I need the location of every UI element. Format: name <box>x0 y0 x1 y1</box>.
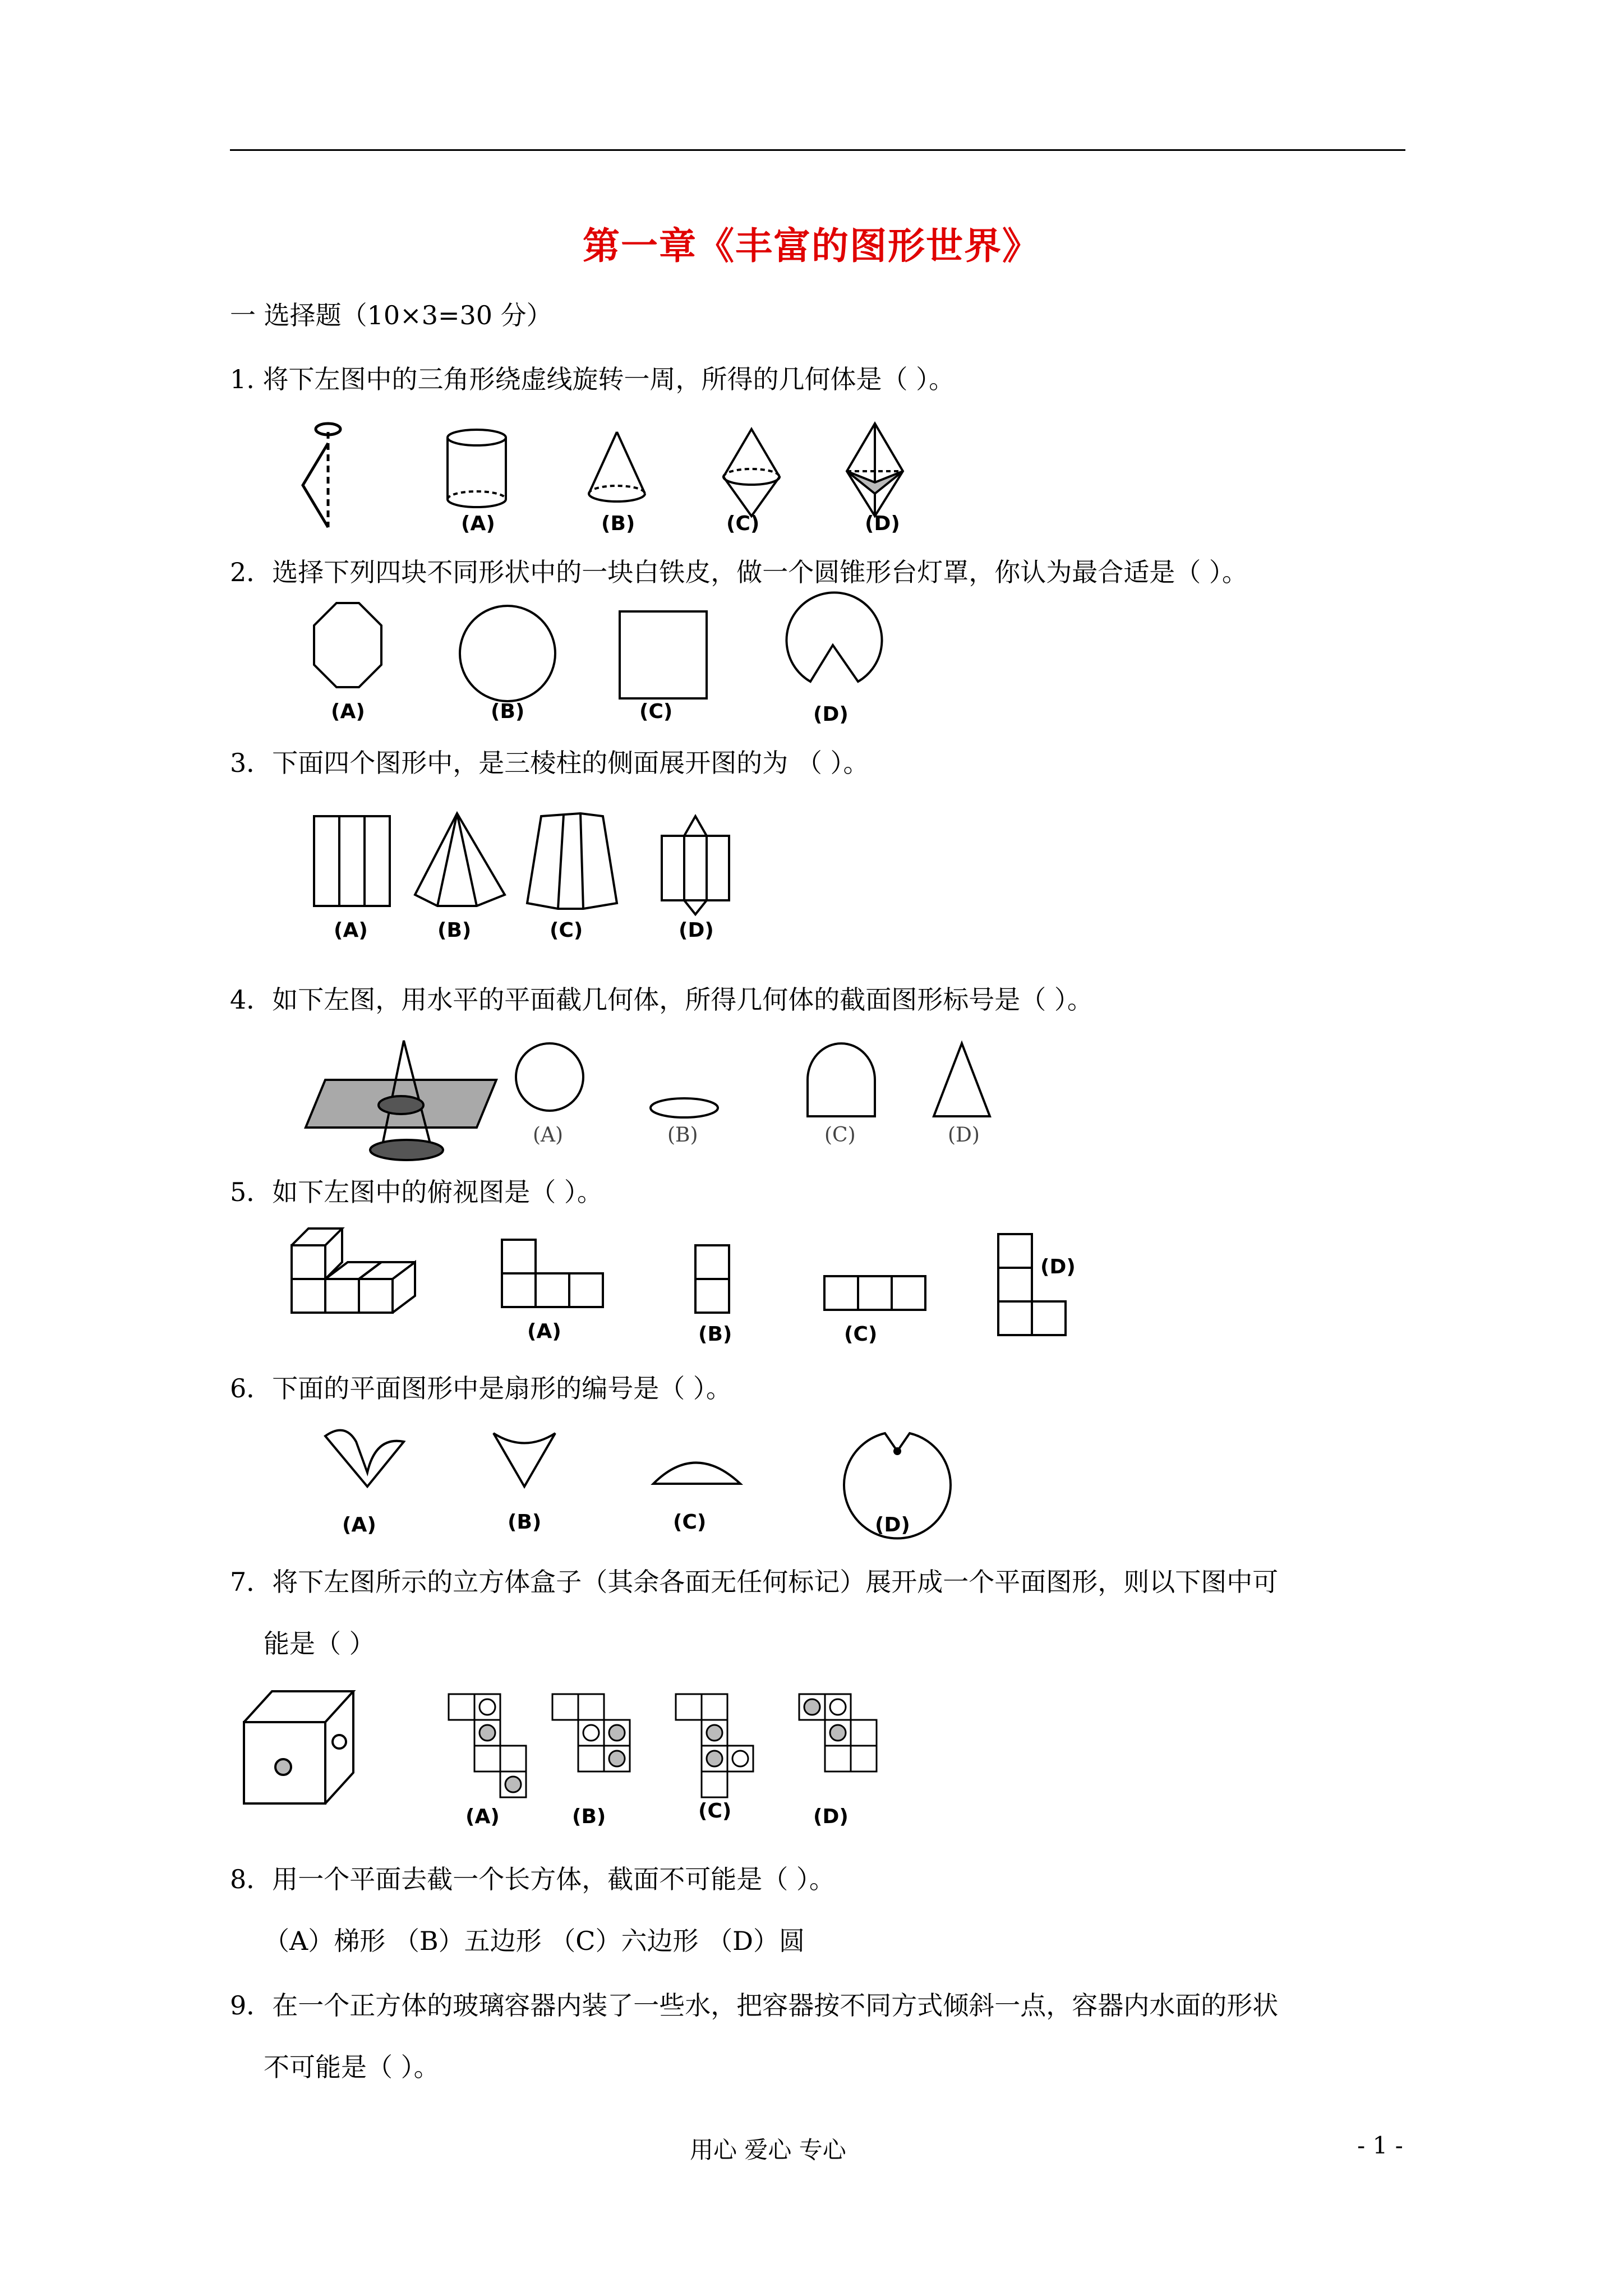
question-6: 6．下面的平面图形中是扇形的编号是（ ）。 <box>230 1373 732 1404</box>
q6-figures <box>314 1419 987 1548</box>
q1-label-c: (C) <box>726 512 760 535</box>
q7-label-a: (A) <box>465 1805 500 1828</box>
q3-label-d: (D) <box>679 919 714 942</box>
q5-option-d-view <box>998 1234 1066 1335</box>
question-3: 3．下面四个图形中，是三棱柱的侧面展开图的为 （ ）。 <box>230 748 869 778</box>
q3-label-b: (B) <box>437 919 472 942</box>
q5-option-c-view <box>824 1276 925 1310</box>
q7-option-d-net <box>799 1694 877 1772</box>
q3-label-a: (A) <box>334 919 368 942</box>
q2-label-b: (B) <box>491 700 525 723</box>
page-title: 第一章《丰富的图形世界》 <box>583 224 1040 268</box>
q5-option-a-view <box>502 1240 603 1307</box>
q2-label-c: (C) <box>639 700 673 723</box>
q6-option-c-segment <box>653 1463 740 1484</box>
q2-option-d-sector <box>787 592 882 682</box>
question-9-line-1: 9．在一个正方体的玻璃容器内装了一些水，把容器按不同方式倾斜一点，容器内水面的形状 <box>230 1990 1279 2021</box>
q4-label-d: (D) <box>948 1124 980 1147</box>
q1-label-a: (A) <box>461 512 495 535</box>
q7-label-c: (C) <box>698 1800 732 1823</box>
q5-label-a: (A) <box>527 1320 561 1343</box>
header-rule <box>230 149 1405 151</box>
q2-figures <box>303 603 920 732</box>
q7-figures <box>241 1688 914 1834</box>
q5-figures <box>286 1228 1127 1358</box>
q1-label-b: (B) <box>601 512 635 535</box>
footer-motto: 用心 爱心 专心 <box>690 2136 846 2164</box>
q1-figures <box>280 415 953 544</box>
question-8: 8．用一个平面去截一个长方体，截面不可能是（ ）。 <box>230 1864 835 1894</box>
page-number: - 1 - <box>1357 2132 1403 2159</box>
q3-label-c: (C) <box>550 919 583 942</box>
question-8-options: （A）梯形 （B）五边形 （C）六边形 （D）圆 <box>264 1926 805 1956</box>
q6-label-c: (C) <box>673 1511 707 1534</box>
question-4: 4．如下左图，用水平的平面截几何体，所得几何体的截面图形标号是（ ）。 <box>230 984 1093 1015</box>
q7-label-b: (B) <box>572 1805 606 1828</box>
q2-option-c-square <box>620 611 707 698</box>
q5-label-b: (B) <box>698 1323 732 1346</box>
q7-option-c-net <box>676 1694 753 1797</box>
q3-option-b-fan-triangles <box>415 813 505 906</box>
q3-option-d-net <box>662 816 729 914</box>
q1-option-c-double-cone <box>723 429 780 516</box>
q7-option-b-net <box>552 1694 630 1772</box>
q1-option-d-double-cone <box>847 424 903 516</box>
q4-label-b: (B) <box>667 1124 698 1147</box>
q5-label-c: (C) <box>844 1323 878 1346</box>
q4-figures <box>303 1038 1088 1167</box>
q5-option-b-view <box>695 1245 729 1313</box>
q6-label-a: (A) <box>342 1513 376 1536</box>
q6-label-d: (D) <box>875 1513 910 1536</box>
q4-cone-with-plane <box>306 1041 496 1160</box>
question-9-line-2: 不可能是（ ）。 <box>264 2052 440 2082</box>
q7-cube <box>244 1691 353 1803</box>
q6-option-b-shape <box>494 1433 555 1487</box>
q5-cube-stack <box>292 1228 415 1313</box>
q4-label-a: (A) <box>533 1124 564 1147</box>
q5-label-d: (D) <box>1040 1255 1076 1278</box>
q3-option-a-rectangles <box>314 816 390 906</box>
q2-option-b-circle <box>460 606 555 701</box>
q4-option-d-triangle <box>934 1043 990 1116</box>
q6-label-b: (B) <box>508 1511 542 1534</box>
q7-option-a-net <box>449 1694 526 1797</box>
q1-option-b-cone <box>589 432 645 501</box>
q2-label-d: (D) <box>813 703 849 726</box>
question-7-line-1: 7．将下左图所示的立方体盒子（其余各面无任何标记）展开成一个平面图形，则以下图中可 <box>230 1567 1279 1597</box>
q2-option-a-octagon <box>314 603 381 687</box>
question-2: 2．选择下列四块不同形状中的一块白铁皮，做一个圆锥形台灯罩，你认为最合适是（ ）。 <box>230 557 1248 587</box>
q7-label-d: (D) <box>813 1805 849 1828</box>
q1-label-d: (D) <box>865 512 900 535</box>
q2-label-a: (A) <box>331 700 365 723</box>
q1-triangle-with-axis <box>303 424 340 527</box>
q1-option-a-cylinder <box>448 430 506 507</box>
q3-figures <box>311 813 760 942</box>
q6-option-a-shape <box>325 1430 404 1487</box>
question-5: 5．如下左图中的俯视图是（ ）。 <box>230 1177 603 1207</box>
q4-option-b-ellipse <box>651 1098 718 1117</box>
q4-option-c-arch <box>808 1043 875 1116</box>
question-7-line-2: 能是（ ） <box>264 1628 375 1659</box>
section-heading: 一 选择题（10×3=30 分） <box>230 300 552 330</box>
question-1: 1. 将下左图中的三角形绕虚线旋转一周，所得的几何体是（ ）。 <box>230 364 955 394</box>
q4-option-a-circle <box>516 1043 583 1111</box>
q4-label-c: (C) <box>824 1124 856 1147</box>
q3-option-c-fan-trapezoids <box>527 813 617 909</box>
